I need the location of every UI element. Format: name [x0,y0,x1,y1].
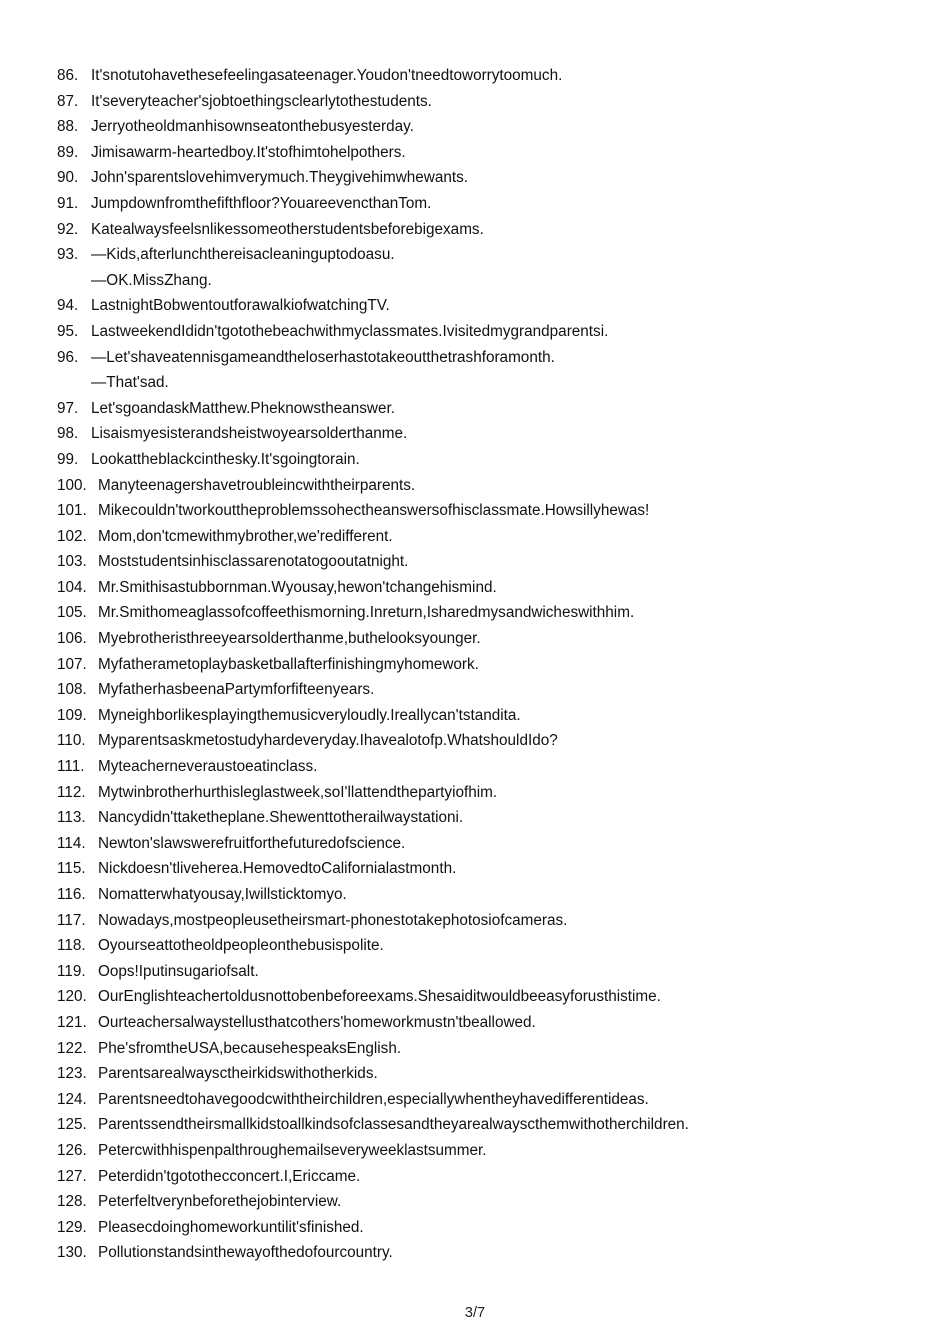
question-number: 115. [57,860,86,878]
question-continuation [0,268,950,294]
question-number: 117. [57,911,86,929]
question-item [0,63,950,89]
question-number: 116. [57,886,86,903]
question-text: Pleasecdoinghomeworkuntilit'sfinished. [98,1218,364,1236]
question-number: 91. [57,194,79,212]
question-number: 86. [57,67,79,84]
question-number: 105. [57,604,87,622]
question-item [0,882,950,908]
question-item [0,114,950,140]
question-number: 108. [57,681,87,699]
question-text: Myteacherneveraustoeatinclass. [98,758,318,776]
question-number: 99. [57,450,79,468]
question-text: Nancydidn'ttaketheplane.Shewenttotherailwaystationi. [98,809,464,827]
question-text: Pollutionstandsinthewayofthedofourcountry. [98,1244,393,1262]
question-item [0,652,950,678]
question-item [0,1010,950,1036]
question-text: —OK.MissZhang. [91,271,212,289]
question-item [0,1138,950,1164]
question-text: Manyteenagershavetroubleincwiththeirparents. [98,476,416,494]
question-number: 119. [57,962,86,980]
question-number: 110. [57,732,86,750]
question-item [0,754,950,780]
question-text: Myebrotheristhreeyearsolderthanme,buthelooksyounger. [98,630,481,648]
question-item [0,600,950,626]
question-text: —Let'shaveatennisgameandtheloserhastotakeoutthetrashforamonth. [91,348,555,366]
question-number: 122. [57,1039,87,1057]
question-text: —That'sad. [91,374,169,392]
question-text: Mr.Smithisastubbornman.Wyousay,hewon'tchangehismind. [98,578,497,596]
question-text: Katealwaysfeelsnlikessomeotherstudentsbeforebigexams. [91,220,484,238]
question-text: Myfatherametoplaybasketballafterfinishingmyhomework. [98,655,479,673]
question-item [0,908,950,934]
question-number: 93. [57,246,79,264]
question-item [0,345,950,371]
question-text: Myparentsaskmetostudyhardeveryday.Ihavealotofp.WhatshouldIdo? [98,732,558,750]
question-item [0,1215,950,1241]
question-text: Peterfeltverynbeforethejobinterview. [98,1193,342,1211]
question-number: 100. [57,476,87,494]
question-item [0,319,950,345]
question-number: 96. [57,348,79,366]
question-number: 94. [57,297,79,315]
question-number: 103. [57,553,87,571]
question-item [0,1036,950,1062]
question-text: Jerryotheoldmanhisownseatonthebusyesterday. [91,118,414,136]
question-item [0,1240,950,1266]
question-item [0,140,950,166]
question-number: 120. [57,988,87,1006]
question-number: 104. [57,578,87,596]
question-number: 128. [57,1193,87,1211]
question-text: Peterdidn'tgotothecconcert.I,Ericcame. [98,1167,361,1185]
question-number: 121. [57,1013,87,1031]
question-number: 113. [57,809,86,827]
question-number: 126. [57,1141,87,1159]
question-item [0,984,950,1010]
question-number: 106. [57,630,87,648]
question-number: 123. [57,1065,87,1083]
question-item [0,1061,950,1087]
question-item [0,498,950,524]
page-number: 3/7 [464,1305,486,1321]
question-text: Mom,don'tcmewithmybrother,we'redifferent. [98,527,393,545]
question-text: Nowadays,mostpeopleusetheirsmart-phonestotakephotosiofcameras. [98,911,568,929]
question-item [0,447,950,473]
question-text: Oops!Iputinsugariofsalt. [98,962,259,980]
question-number: 114. [57,834,86,852]
question-item [0,473,950,499]
question-number: 88. [57,118,79,136]
question-text: MyfatherhasbeenaPartymforfifteenyears. [98,681,375,699]
question-number: 102. [57,527,87,545]
question-item [0,677,950,703]
question-text: Oyourseattotheoldpeopleonthebusispolite. [98,937,384,955]
question-number: 95. [57,322,79,340]
question-item [0,165,950,191]
question-number: 98. [57,425,79,443]
question-text: —Kids,afterlunchthereisacleaninguptodoasu. [91,246,395,264]
question-item [0,549,950,575]
question-text: Lisaismyesisterandsheistwoyearsolderthanme. [91,425,408,443]
question-item [0,1189,950,1215]
question-item [0,524,950,550]
question-list [0,63,950,1266]
question-number: 90. [57,169,79,187]
question-text: Parentssendtheirsmallkidstoallkindsofclassesandtheyarealwayscthemwithotherchildren. [98,1116,689,1134]
question-item [0,703,950,729]
question-item [0,1112,950,1138]
question-text: Ourteachersalwaystellusthatcothers'homeworkmustn'tbeallowed. [98,1013,536,1031]
question-item [0,856,950,882]
question-number: 124. [57,1090,87,1108]
question-text: Mytwinbrotherhurthisleglastweek,soI'llattendthepartyiofhim. [98,783,498,801]
question-text: Newton'slawswerefruitforthefuturedofscience. [98,834,406,852]
question-text: Parentsneedtohavegoodcwiththeirchildren,especiallywhentheyhavedifferentideas. [98,1090,649,1108]
question-text: Phe'sfromtheUSA,becausehespeaksEnglish. [98,1039,402,1057]
question-text: Let'sgoandaskMatthew.Pheknowstheanswer. [91,399,395,417]
question-item [0,421,950,447]
question-number: 127. [57,1167,87,1185]
question-item [0,1087,950,1113]
question-number: 129. [57,1218,87,1236]
question-item [0,626,950,652]
question-number: 107. [57,655,87,673]
question-item [0,217,950,243]
question-item [0,959,950,985]
question-text: Nickdoesn'tliveherea.HemovedtoCalifornialastmonth. [98,860,457,878]
question-text: Petercwithhispenpalthroughemailseveryweeklastsummer. [98,1141,487,1159]
question-item [0,780,950,806]
question-text: Mikecouldn'tworkouttheproblemssohectheanswersofhisclassmate.Howsillyhewas! [98,502,650,520]
question-text: Moststudentsinhisclassarenotatogooutatnight. [98,553,409,571]
question-item [0,242,950,268]
question-item [0,575,950,601]
question-text: OurEnglishteachertoldusnottobenbeforeexams.Shesaiditwouldbeeasyforusthistime. [98,988,661,1006]
question-item [0,1164,950,1190]
question-number: 101. [57,502,87,520]
question-number: 112. [57,783,86,801]
question-number: 125. [57,1116,87,1134]
question-item [0,89,950,115]
question-text: Nomatterwhatyousay,Iwillsticktomyo. [98,886,347,903]
question-text: Jimisawarm-heartedboy.It'stofhimtohelpothers. [91,143,406,161]
question-number: 89. [57,143,79,161]
question-item [0,396,950,422]
question-text: Parentsarealwaysctheirkidswithotherkids. [98,1065,378,1083]
question-item [0,728,950,754]
question-item [0,293,950,319]
question-number: 109. [57,706,87,724]
question-text: Myneighborlikesplayingthemusicveryloudly.Ireallycan'tstandita. [98,706,521,724]
question-text: Jumpdownfromthefifthfloor?YouareevencthanTom. [91,194,432,212]
question-continuation [0,370,950,396]
question-number: 92. [57,220,79,238]
question-text: Mr.Smithomeaglassofcoffeethismorning.Inreturn,Isharedmysandwicheswithhim. [98,604,635,622]
question-number: 118. [57,937,86,955]
question-text: LastnightBobwentoutforawalkiofwatchingTV. [91,297,390,315]
question-text: It'severyteacher'sjobtoethingsclearlytothestudents. [91,92,432,110]
question-item [0,831,950,857]
question-text: It'snotutohavethesefeelingasateenager.Youdon'tneedtoworrytoomuch. [91,67,563,84]
question-item [0,191,950,217]
question-number: 130. [57,1244,87,1262]
question-text: John'sparentslovehimverymuch.Theygivehimwhewants. [91,169,469,187]
question-item [0,805,950,831]
question-number: 97. [57,399,79,417]
question-text: LastweekendIdidn'tgotothebeachwithmyclassmates.Ivisitedmygrandparentsi. [91,322,609,340]
question-number: 87. [57,92,79,110]
question-number: 111. [57,758,85,776]
question-item [0,933,950,959]
question-text: Lookattheblackcinthesky.It'sgoingtorain. [91,450,360,468]
